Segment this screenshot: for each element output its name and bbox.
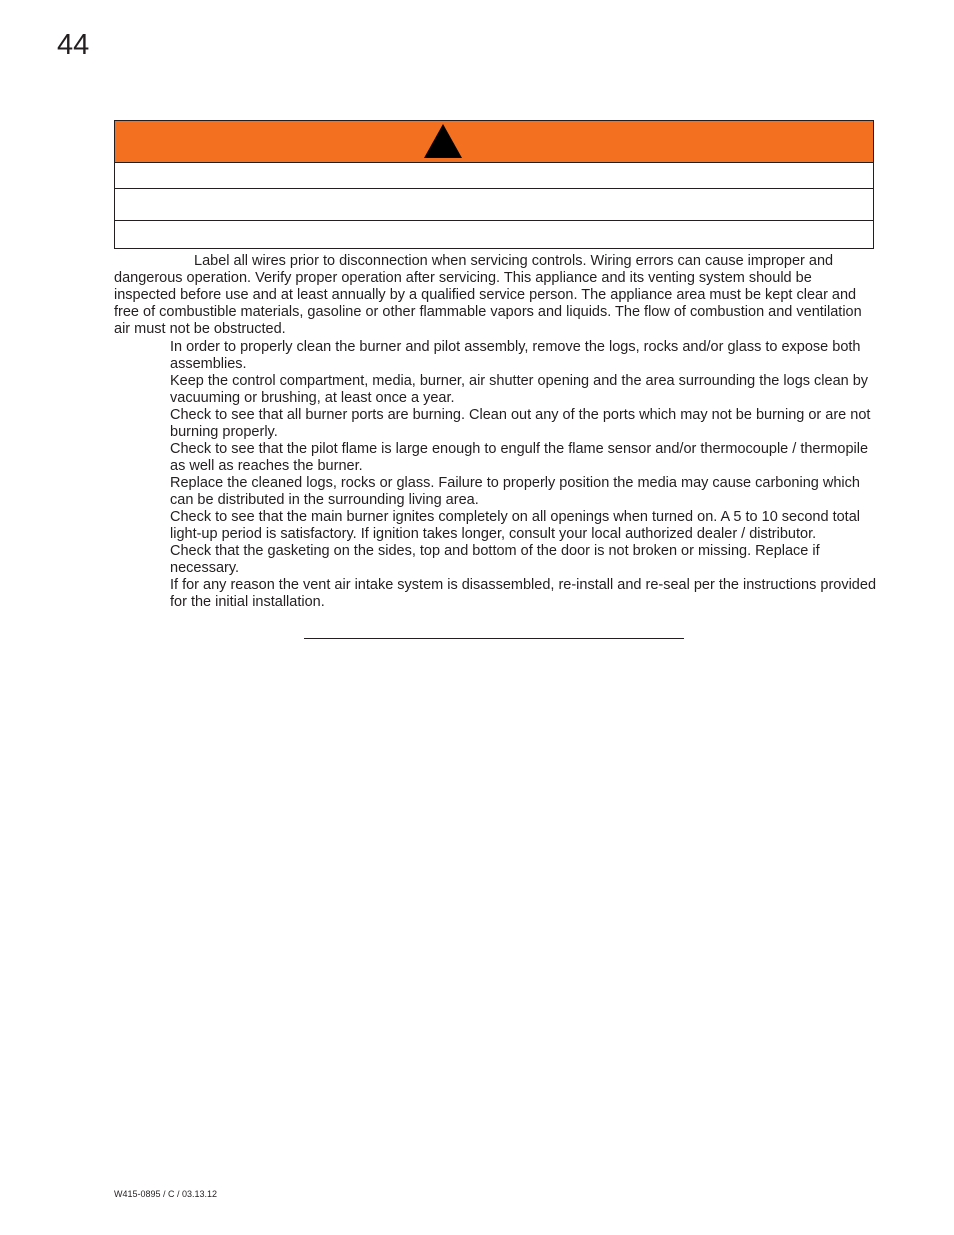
list-item: Check to see that the main burner ignites completely on all openings when turned on. A 5 to 10 second total light-up period is satisfactory. If ignition takes longer, consult your local authorized dealer / distributor.	[170, 509, 860, 542]
page-number: 44	[57, 29, 90, 61]
list-item: In order to properly clean the burner and pilot assembly, remove the logs, rocks and/or glass to expose both assemblies.	[170, 339, 861, 372]
maintenance-steps-list	[170, 339, 882, 611]
list-item: Check to see that the pilot flame is large enough to engulf the flame sensor and/or thermocouple / thermopile as well as reaches the burner.	[170, 441, 869, 474]
document-code: W415-0895 / C / 03.13.12	[114, 1189, 218, 1199]
horizontal-rule	[304, 638, 684, 639]
list-item: Replace the cleaned logs, rocks or glass. Failure to properly position the media may cause carboning which can be distributed in the surrounding living area.	[170, 475, 860, 508]
warning-row	[115, 189, 873, 221]
list-item: Check that the gasketing on the sides, top and bottom of the door is not broken or missing. Replace if necessary.	[170, 543, 820, 576]
warning-row	[115, 163, 873, 189]
warning-box	[114, 120, 874, 249]
warning-header	[115, 121, 873, 163]
warning-triangle-icon	[424, 124, 462, 158]
list-item: Check to see that all burner ports are burning. Clean out any of the ports which may not be burning or are not burning properly.	[170, 407, 871, 440]
list-item: Keep the control compartment, media, burner, air shutter opening and the area surrounding the logs clean by vacuuming or brushing, at least once a year.	[170, 373, 869, 406]
list-item: If for any reason the vent air intake system is disassembled, re-install and re-seal per the instructions provided for the initial installation.	[170, 577, 877, 610]
warning-row	[115, 221, 873, 249]
intro-paragraph: Label all wires prior to disconnection when servicing controls. Wiring errors can cause improper and dangerous operation. Verify proper operation after servicing. This appliance and its venting system should be inspected before use and at least annually by a qualified service person. The appliance area must be kept clear and free of combustible materials, gasoline or other flammable vapors and liquids. The flow of combustion and ventilation air must not be obstructed.	[114, 253, 862, 337]
